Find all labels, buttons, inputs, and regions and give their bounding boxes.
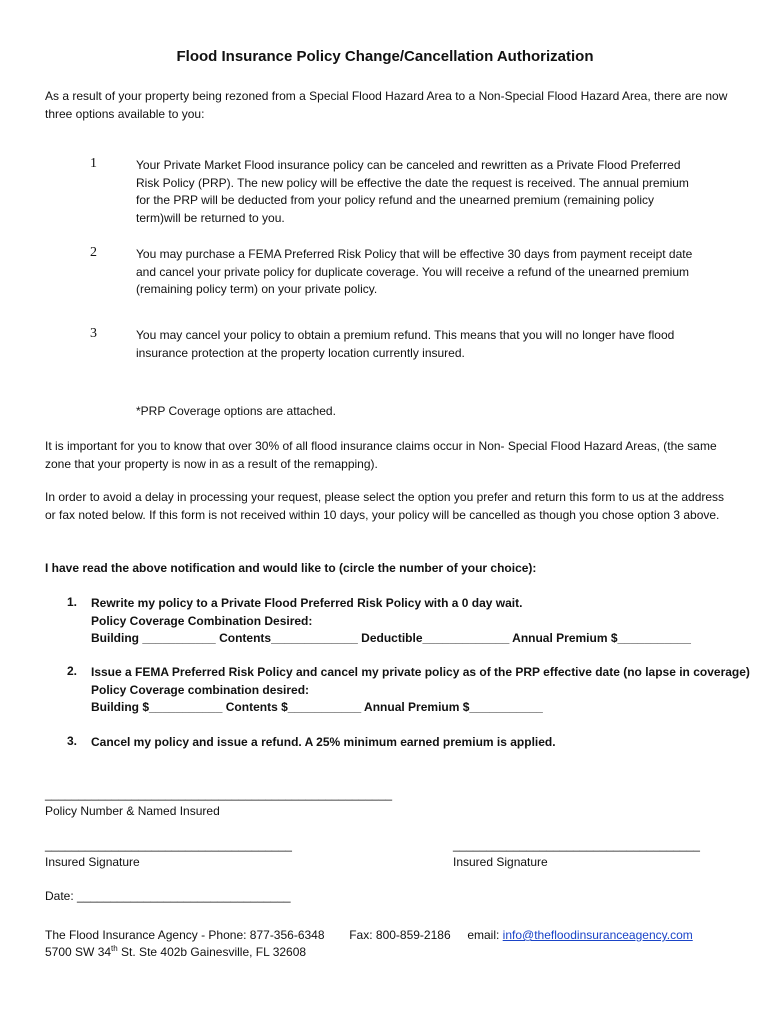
coverage-label: Policy Coverage Combination Desired:: [91, 613, 313, 628]
choice-number[interactable]: 3.: [67, 734, 78, 748]
intro-paragraph: As a result of your property being rezoned from a Special Flood Hazard Area to a Non-Special Flood Hazard Area, there are now three options available to you:: [45, 89, 728, 121]
option-number: 2: [90, 245, 97, 260]
option-text: Your Private Market Flood insurance policy can be canceled and rewritten as a Private Flood Preferred Risk Policy (PRP). The new policy will be effective the date the request is received. The annual premium for the PRP will be deducted from your policy refund and the unearned premium (remaining policy term)will be returned to you.: [136, 158, 689, 225]
coverage-fields[interactable]: Building $___________ Contents $___________ Annual Premium $___________: [91, 700, 543, 714]
agency-fax: Fax: 800-859-2186: [349, 928, 451, 942]
option-number: 3: [90, 326, 97, 341]
option-text: You may cancel your policy to obtain a premium refund. This means that you will no longer have flood insurance protection at the property location currently insured.: [136, 328, 675, 360]
insured-signature-field[interactable]: _____________________________________: [453, 838, 700, 852]
choice-item: [91, 595, 761, 648]
date-field[interactable]: Date: ________________________________: [45, 889, 291, 903]
option-number: 1: [90, 156, 97, 171]
agency-phone: The Flood Insurance Agency - Phone: 877-356-6348: [45, 928, 325, 942]
email-link[interactable]: info@thefloodinsuranceagency.com: [502, 928, 693, 942]
choice-title: Cancel my policy and issue a refund. A 25% minimum earned premium is applied.: [91, 735, 556, 749]
address-ordinal: th: [111, 944, 118, 953]
choice-title: Issue a FEMA Preferred Risk Policy and cancel my private policy as of the PRP effective date (no lapse in coverage): [91, 665, 750, 679]
insured-signature-label: Insured Signature: [45, 855, 140, 869]
choice-number[interactable]: 2.: [67, 664, 78, 678]
option-text: You may purchase a FEMA Preferred Risk Policy that will be effective 30 days from payment receipt date and cancel your private policy for duplicate coverage. You will receive a refund of the unearned premium (remaining policy term) on your private policy.: [136, 247, 693, 296]
policy-number-label: Policy Number & Named Insured: [45, 804, 220, 818]
coverage-fields[interactable]: Building ___________ Contents_____________ Deductible_____________ Annual Premium $___________: [91, 631, 691, 645]
address-street: 5700 SW 34: [45, 945, 112, 959]
insured-signature-label: Insured Signature: [453, 855, 548, 869]
address-city: St. Ste 402b Gainesville, FL 32608: [117, 945, 307, 959]
agency-address: [45, 944, 306, 962]
policy-number-field[interactable]: ____________________________________________________: [45, 787, 393, 801]
important-paragraph: It is important for you to know that over 30% of all flood insurance claims occur in Non- Special Flood Hazard Areas, (the same zone that your property is now in as a result of the remapping).: [45, 439, 717, 471]
choice-number[interactable]: 1.: [67, 595, 78, 609]
agency-contact-line: [45, 927, 693, 945]
instructions-paragraph: In order to avoid a delay in processing your request, please select the option you prefer and return this form to us at the address or fax noted below. If this form is not received within 10 days, your policy will be cancelled as though you chose option 3 above.: [45, 490, 725, 522]
choice-title: Rewrite my policy to a Private Flood Preferred Risk Policy with a 0 day wait.: [91, 596, 523, 610]
coverage-label: Policy Coverage combination desired:: [91, 682, 310, 697]
acknowledgement-statement: I have read the above notification and would like to (circle the number of your choice):: [45, 561, 537, 575]
prp-note: *PRP Coverage options are attached.: [136, 404, 336, 418]
choice-item: [91, 664, 761, 717]
email-label: email:: [467, 928, 500, 942]
choice-item: [91, 734, 761, 752]
insured-signature-field[interactable]: _____________________________________: [45, 838, 292, 852]
document-title: Flood Insurance Policy Change/Cancellation Authorization: [176, 48, 594, 65]
